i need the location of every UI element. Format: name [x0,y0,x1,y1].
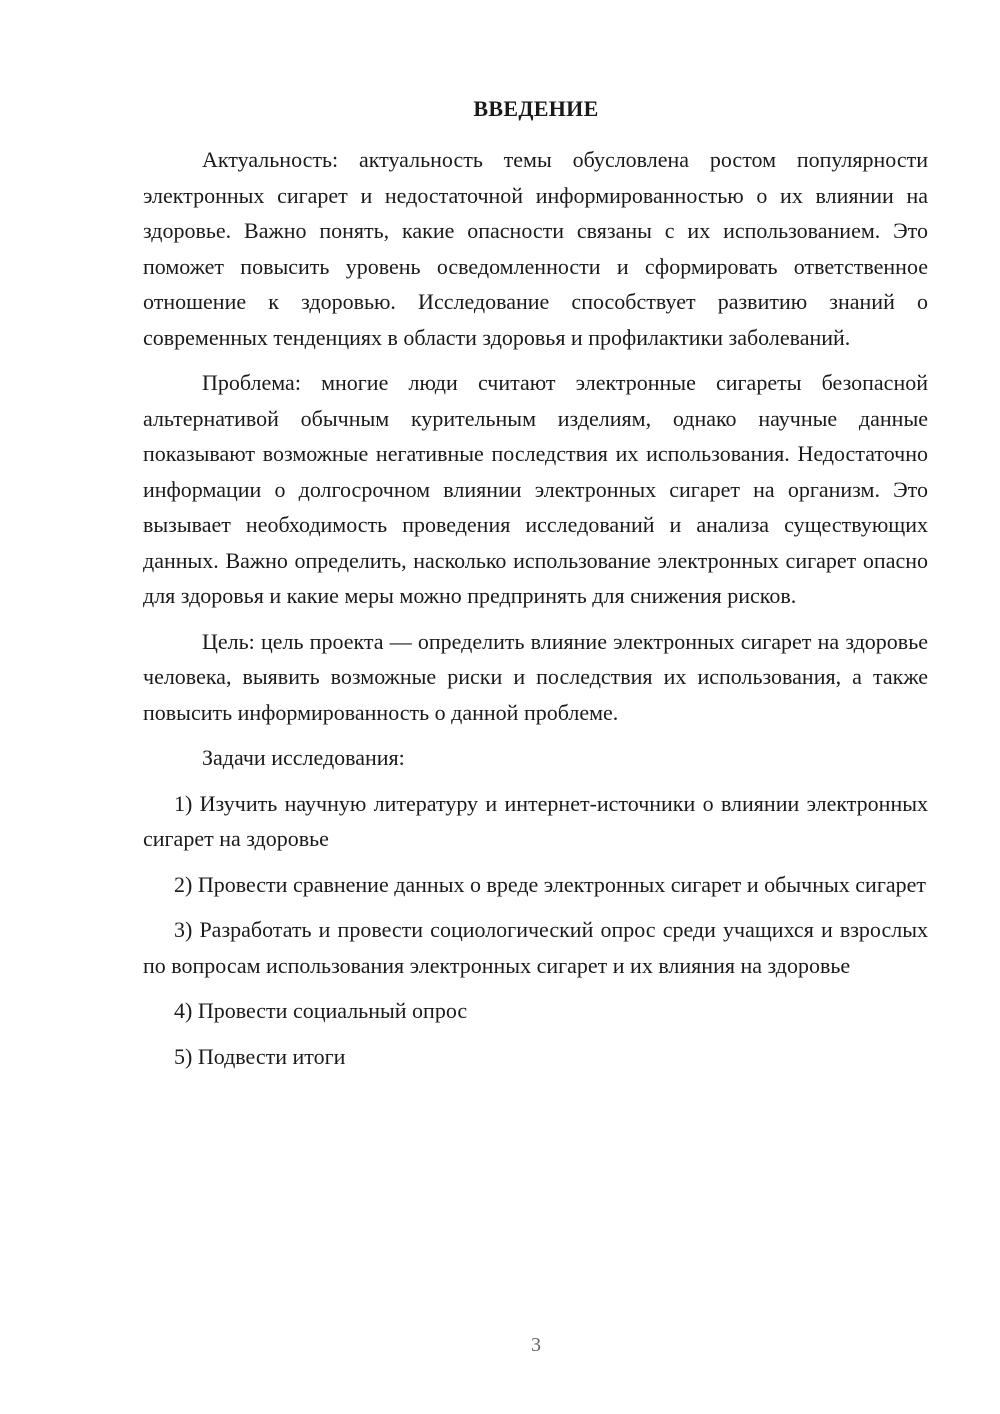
task-item: 5) Подвести итоги [174,1043,346,1069]
problem-paragraph: Проблема: многие люди считают электронные сигареты безопасной альтернативой обычным курительным изделиям, однако научные данные показывают возможные негативные последствия их использования. Недостаточно информации о долгосрочном влиянии электронных сигарет на организм. Это вызывает необходимость проведения исследований и анализа существующих данных. Важно определить, насколько использование электронных сигарет опасно для здоровья и какие меры можно предпринять для снижения рисков. [143,370,928,608]
task-item: 4) Провести социальный опрос [174,998,468,1023]
goal-paragraph: Цель: цель проекта — определить влияние электронных сигарет на здоровье человека, выявить возможные риски и последствия их использования, а также повысить информированность о данной проблеме. [143,628,928,725]
page-number: 3 [531,1334,541,1356]
task-item: 3) Разработать и провести социологический опрос среди учащихся и взрослых по вопросам использования электронных сигарет и их влияния на здоровье [143,917,928,978]
relevance-paragraph: Актуальность: актуальность темы обусловлена ростом популярности электронных сигарет и недостаточной информированностью о их влиянии на здоровье. Важно понять, какие опасности связаны с их использованием. Это поможет повысить уровень осведомленности и сформировать ответственное отношение к здоровью. Исследование способствует развитию знаний о современных тенденциях в области здоровья и профилактики заболеваний. [143,147,928,350]
task-item: 2) Провести сравнение данных о вреде электронных сигарет и обычных сигарет [174,871,926,897]
document-body [143,142,928,1084]
tasks-heading: Задачи исследования: [202,745,405,770]
task-item: 1) Изучить научную литературу и интернет-источники о влиянии электронных сигарет на здоровье [143,790,928,851]
page-title: ВВЕДЕНИЕ [473,96,599,121]
